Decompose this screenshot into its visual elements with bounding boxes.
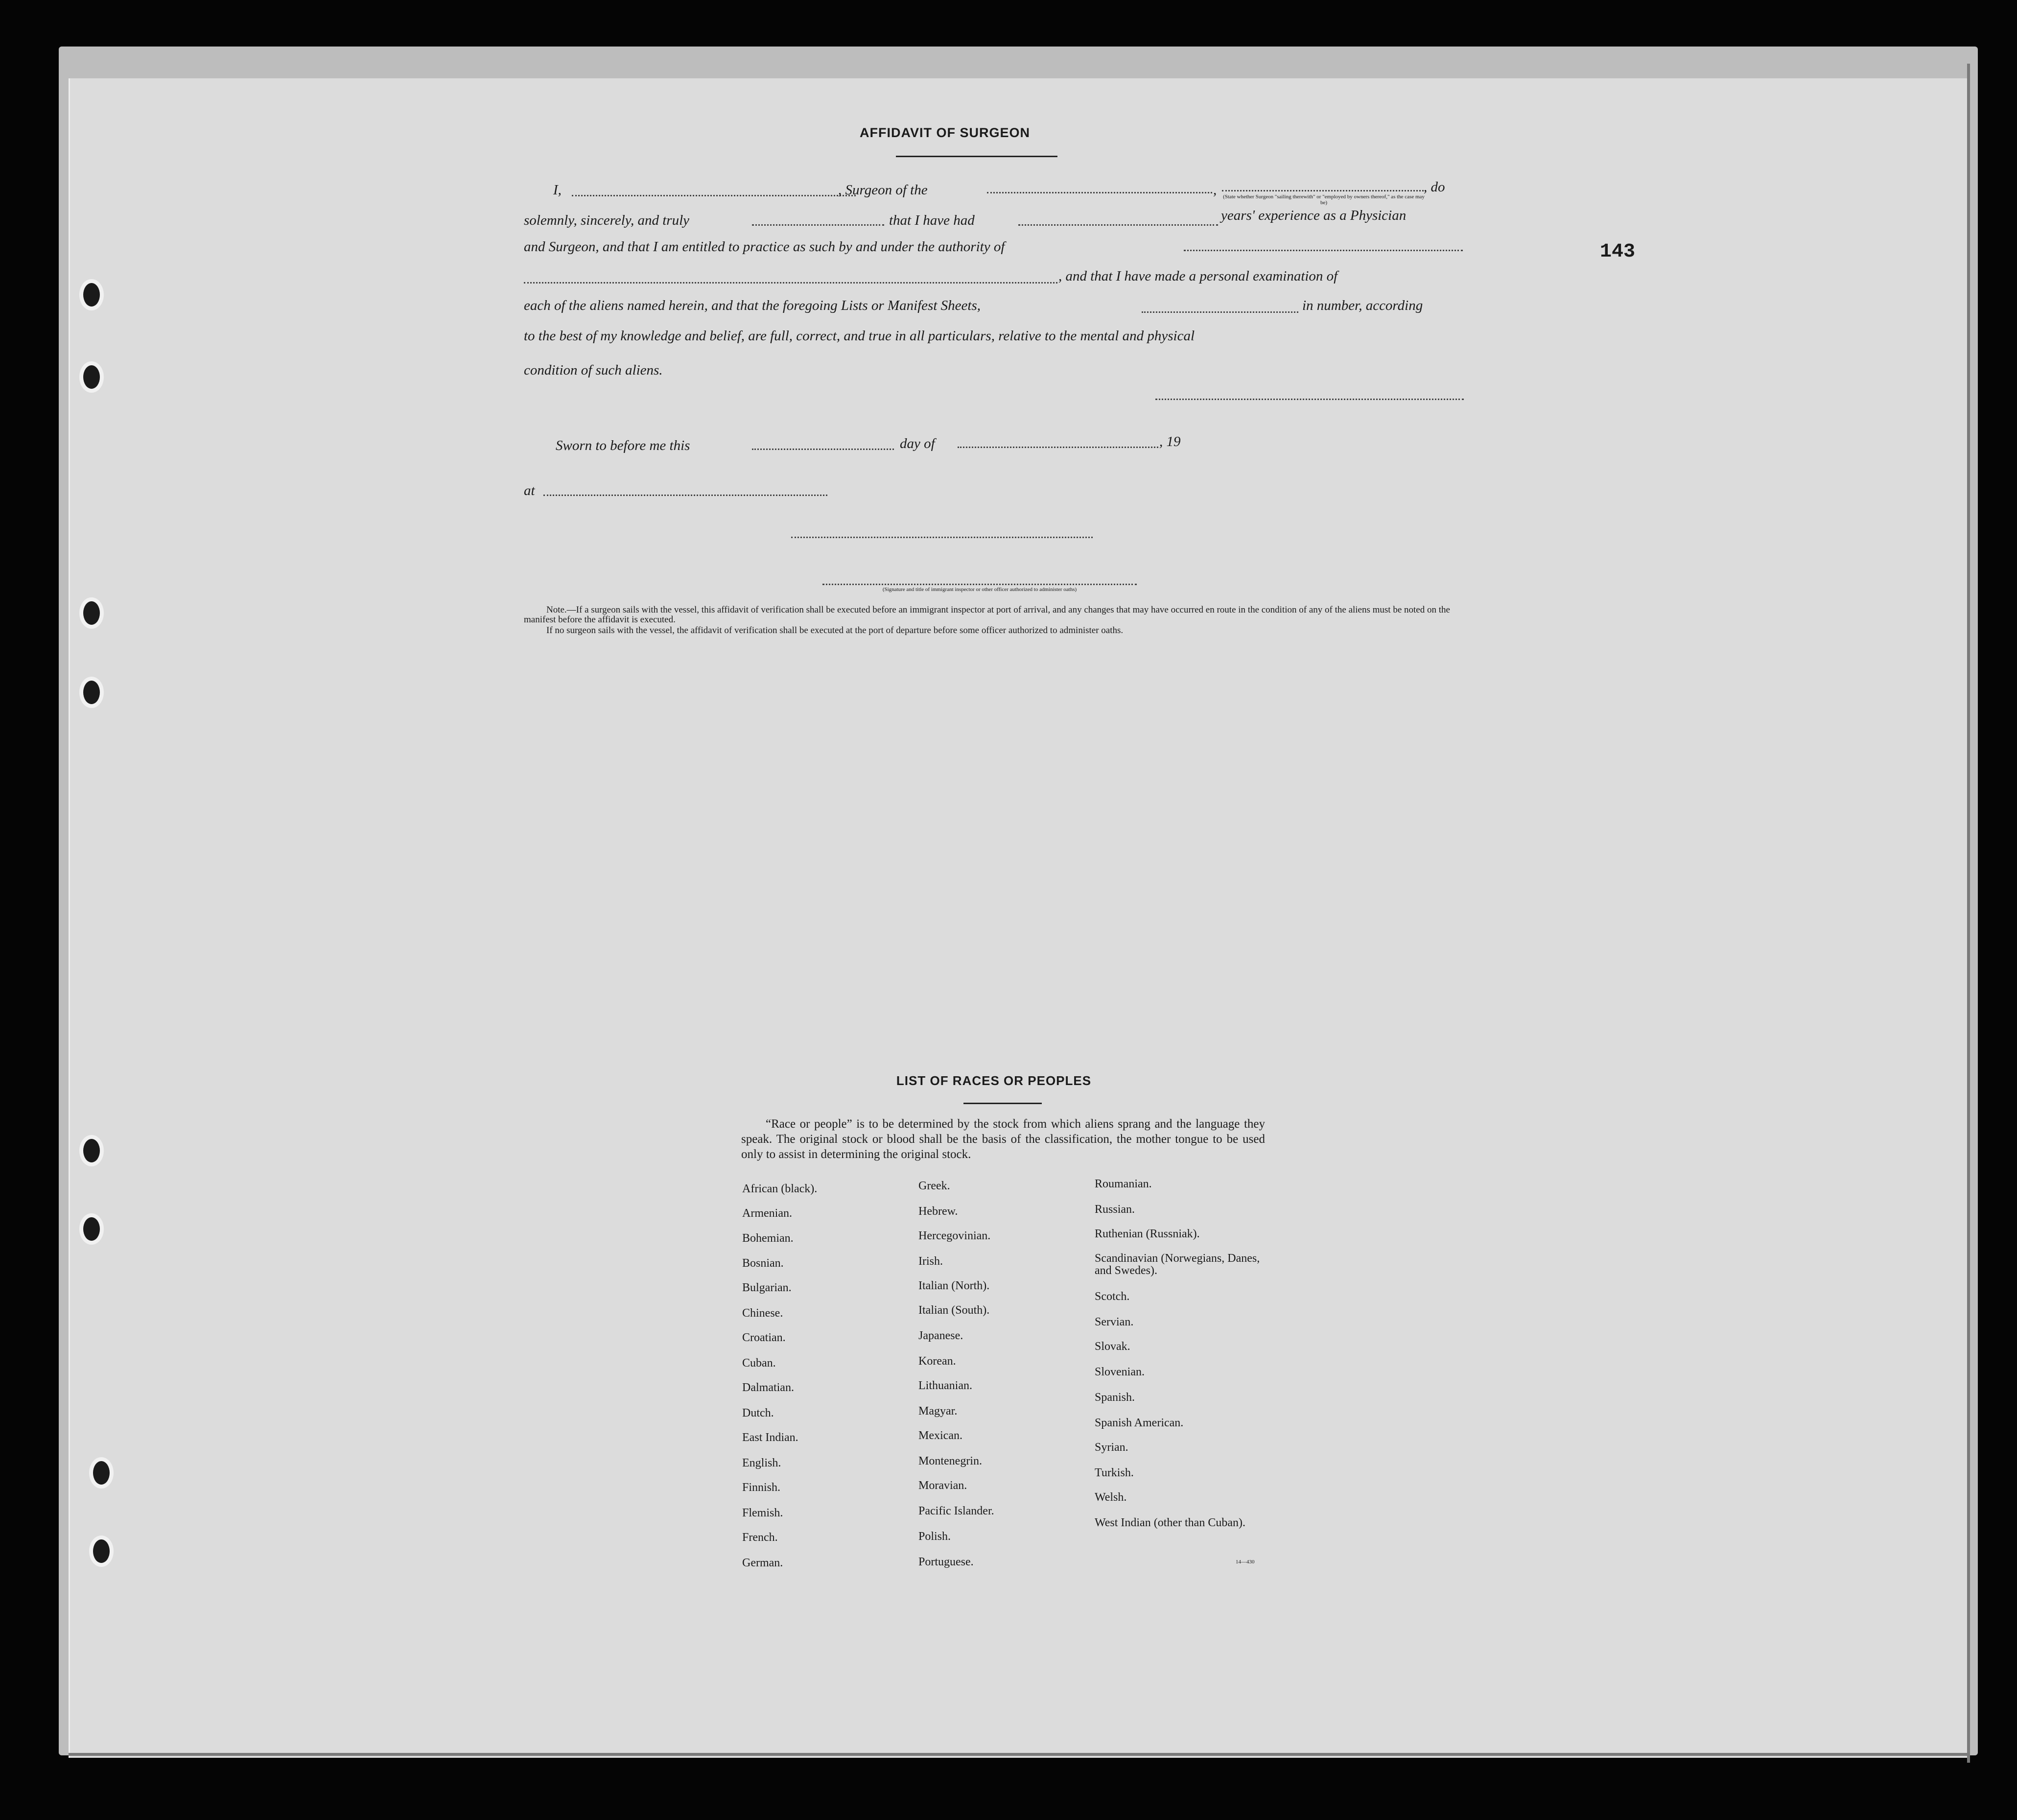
- binder-hole: [89, 1536, 114, 1567]
- race-item: Servian.: [1095, 1316, 1134, 1328]
- blank-vessel-name: [987, 192, 1212, 193]
- race-item: Lithuanian.: [918, 1379, 972, 1392]
- race-item: German.: [742, 1557, 783, 1569]
- title-underline: [896, 156, 1057, 157]
- binder-hole: [79, 279, 104, 310]
- races-intro: “Race or people” is to be determined by the stock from which aliens sprang and the language they speak. The original stock or blood shall be the basis of the classification, the mother tongue to be used only to assist in determining the original stock.: [741, 1117, 1265, 1161]
- race-item: Bosnian.: [742, 1257, 784, 1270]
- binder-hole: [79, 1213, 104, 1245]
- race-item: Irish.: [918, 1255, 943, 1268]
- surgeon-signature-line: [1155, 399, 1464, 400]
- race-item: Bohemian.: [742, 1232, 794, 1245]
- binder-hole: [89, 1457, 114, 1489]
- race-item: Armenian.: [742, 1207, 792, 1220]
- race-item: Hercegovinian.: [918, 1229, 991, 1242]
- race-item: Dalmatian.: [742, 1381, 794, 1394]
- race-item: African (black).: [742, 1182, 818, 1195]
- signature-caption: (Signature and title of immigrant inspector or other officer authorized to administer oaths): [882, 587, 1077, 592]
- affidavit-text-each-of: each of the aliens named herein, and that the foregoing Lists or Manifest Sheets,: [524, 298, 981, 313]
- affidavit-text-comma: ,: [1213, 182, 1217, 198]
- affidavit-text-years: years' experience as a Physician: [1221, 208, 1407, 223]
- race-item: Syrian.: [1095, 1441, 1128, 1454]
- race-item: Croatian.: [742, 1331, 786, 1344]
- race-item: Finnish.: [742, 1481, 781, 1494]
- affidavit-text-at: at: [524, 483, 535, 498]
- race-item: East Indian.: [742, 1431, 798, 1444]
- page-edge: [1967, 64, 1970, 1763]
- affidavit-text-sworn: Sworn to before me this: [556, 438, 690, 453]
- race-item: Roumanian.: [1095, 1178, 1152, 1190]
- affidavit-text-surgeon-of: , Surgeon of the: [838, 182, 928, 198]
- page-number: 143: [1600, 241, 1636, 263]
- race-item: Flemish.: [742, 1507, 783, 1519]
- surgeon-status-caption: (State whether Surgeon "sailing therewith" or "employed by owners thereof," as the case may be): [1223, 194, 1425, 206]
- race-item: Spanish.: [1095, 1391, 1135, 1404]
- race-item: Korean.: [918, 1355, 956, 1368]
- page-edge: [69, 1753, 1968, 1756]
- affidavit-text-day-of: day of: [900, 436, 935, 451]
- binder-hole: [79, 677, 104, 708]
- race-item: West Indian (other than Cuban).: [1095, 1516, 1245, 1529]
- officer-signature-line: [822, 584, 1137, 585]
- race-item: Welsh.: [1095, 1491, 1127, 1504]
- race-item: Pacific Islander.: [918, 1505, 994, 1517]
- race-item: Hebrew.: [918, 1205, 958, 1218]
- race-item: Japanese.: [918, 1329, 963, 1342]
- blank-officer-line: [791, 537, 1093, 538]
- race-item: French.: [742, 1531, 778, 1544]
- affidavit-note-2: If no surgeon sails with the vessel, the affidavit of verification shall be executed at the port of departure before some officer authorized to administer oaths.: [546, 625, 1124, 636]
- race-item: Mexican.: [918, 1429, 962, 1442]
- race-item: Greek.: [918, 1180, 950, 1192]
- race-item: Magyar.: [918, 1405, 958, 1418]
- race-item: Italian (South).: [918, 1304, 990, 1317]
- blank-authority: [1184, 250, 1463, 251]
- blank-sheet-count: [1142, 311, 1298, 313]
- blank-day: [752, 449, 894, 450]
- affidavit-text-solemnly: solemnly, sincerely, and truly: [524, 213, 690, 228]
- affidavit-text-to-the-best: to the best of my knowledge and belief, are full, correct, and true in all particulars, relative to the mental and physical: [524, 328, 1195, 344]
- blank-years: [1018, 224, 1218, 226]
- race-item: Scotch.: [1095, 1290, 1130, 1303]
- race-item: Polish.: [918, 1530, 951, 1543]
- race-item: Bulgarian.: [742, 1281, 792, 1294]
- blank-oath-type: [752, 224, 884, 226]
- affidavit-title: AFFIDAVIT OF SURGEON: [860, 125, 1030, 140]
- blank-surgeon-status: [1222, 190, 1424, 191]
- blank-month: [958, 447, 1158, 448]
- race-item: Dutch.: [742, 1407, 774, 1419]
- race-item: Scandinavian (Norwegians, Danes, and Swedes).: [1095, 1252, 1260, 1277]
- race-item: Slovak.: [1095, 1340, 1130, 1353]
- race-item: Portuguese.: [918, 1556, 974, 1568]
- race-item: English.: [742, 1457, 781, 1469]
- affidavit-text-and-surgeon: and Surgeon, and that I am entitled to practice as such by and under the authority of: [524, 239, 1005, 255]
- affidavit-text-condition: condition of such aliens.: [524, 362, 663, 378]
- race-item: Ruthenian (Russniak).: [1095, 1228, 1200, 1240]
- race-item: Montenegrin.: [918, 1455, 982, 1467]
- race-item: Moravian.: [918, 1479, 967, 1492]
- affidavit-note: Note.—If a surgeon sails with the vessel, this affidavit of verification shall be executed before an immigrant inspector at port of arrival, and any changes that may have occurred en route in the condition of any of the aliens must be noted on the manifest before the affidavit is executed.: [524, 605, 1450, 625]
- blank-authority-cont: [524, 282, 1057, 284]
- races-title-underline: [963, 1103, 1042, 1104]
- affidavit-text-do: , do: [1424, 179, 1445, 195]
- race-item: Italian (North).: [918, 1279, 990, 1292]
- affidavit-text-have-had: that I have had: [889, 213, 975, 228]
- blank-surgeon-name: [572, 195, 856, 196]
- race-item: Chinese.: [742, 1307, 783, 1320]
- binder-hole: [79, 597, 104, 629]
- binder-hole: [79, 361, 104, 393]
- affidavit-text-in-number: in number, according: [1302, 298, 1423, 313]
- blank-place: [543, 495, 827, 496]
- affidavit-text-i: I,: [553, 182, 562, 198]
- affidavit-text-year: , 19: [1159, 434, 1181, 449]
- binder-hole: [79, 1135, 104, 1166]
- race-item: Slovenian.: [1095, 1366, 1145, 1378]
- race-item: Russian.: [1095, 1203, 1135, 1216]
- race-item: Cuban.: [742, 1357, 776, 1370]
- races-title: LIST OF RACES OR PEOPLES: [896, 1073, 1092, 1088]
- race-item: Spanish American.: [1095, 1417, 1184, 1429]
- race-item: Turkish.: [1095, 1466, 1134, 1479]
- affidavit-text-personal-exam: , and that I have made a personal examination of: [1058, 268, 1338, 284]
- form-code: 14—430: [1236, 1559, 1255, 1565]
